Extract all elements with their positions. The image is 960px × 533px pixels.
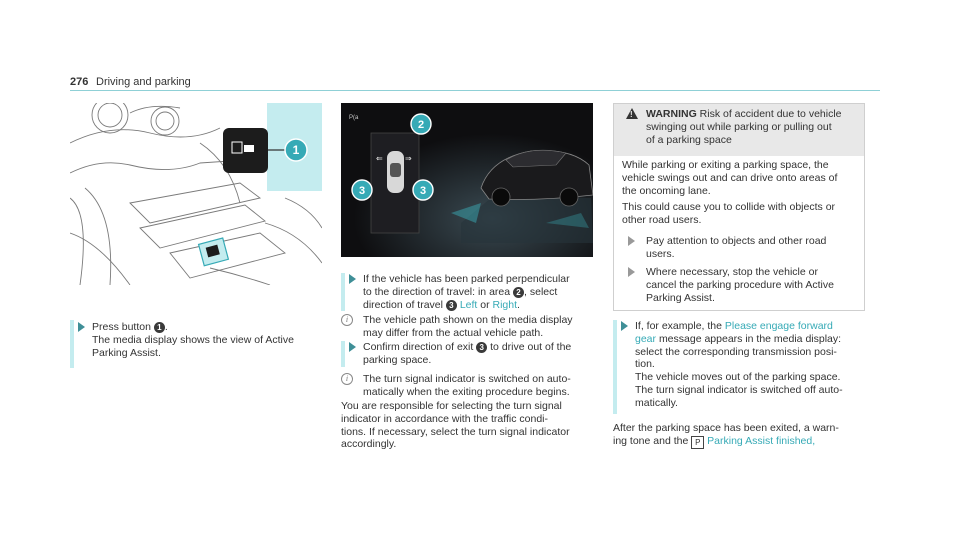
callout-number: 2 [417, 119, 425, 131]
step-text: The media display shows the view of Active [92, 333, 294, 346]
info-icon: i [341, 373, 353, 385]
step-confirm-direction [341, 341, 623, 367]
warning-body [622, 159, 858, 227]
ref-badge: 2 [513, 287, 524, 298]
body-text: indicator in accordance with the traffic condi- [341, 412, 548, 425]
parking-assist-finished-link[interactable]: Parking Assist finished, [707, 434, 816, 447]
warning-label: WARNING [646, 108, 697, 120]
left-link[interactable]: Left [459, 298, 478, 311]
step-text: parking space. [363, 353, 432, 366]
warning-text: Risk of accident due to vehicle [699, 108, 842, 120]
info-vehicle-path [341, 314, 623, 340]
section-title: Driving and parking [96, 76, 191, 88]
car-wheel-rear [560, 188, 578, 206]
bullet-arrow-icon [628, 236, 635, 246]
body-text: accordingly. [341, 438, 397, 451]
step-text: select the corresponding transmission posi- [635, 345, 837, 358]
callout-number: 3 [419, 185, 427, 197]
callout-number: 1 [292, 143, 300, 157]
body-text: After the parking space has been exited, a warn- [613, 422, 839, 434]
warning-text: other road users. [622, 214, 702, 227]
step-text: If the vehicle has been parked perpendicular [363, 273, 570, 285]
ref-badge: 3 [476, 342, 487, 353]
warning-bullet-2 [622, 266, 882, 304]
step-text: The turn signal indicator is switched off auto- [635, 383, 843, 396]
step-text: . [164, 321, 168, 333]
info-text: The turn signal indicator is switched on auto- [363, 373, 571, 385]
step-text: . [517, 298, 520, 311]
step-text: direction of travel [363, 298, 443, 311]
top-view-roof [390, 163, 401, 177]
page-number: 276 [70, 76, 89, 88]
warning-box [613, 103, 865, 311]
warning-text: This could cause you to collide with objects or [622, 201, 836, 214]
warning-text: Pay attention to objects and other road [646, 235, 827, 247]
right-link[interactable]: Right [492, 298, 518, 311]
warning-text: Where necessary, stop the vehicle or [646, 266, 818, 278]
warning-title [646, 108, 860, 146]
header-rule [70, 90, 880, 91]
step-text: message appears in the media display: [658, 332, 842, 345]
step-text: tion. [635, 358, 655, 371]
gear-link[interactable]: gear [635, 332, 657, 345]
media-display-render [341, 103, 593, 257]
warning-text: the oncoming lane. [622, 184, 711, 197]
body-text: ing tone and the [613, 434, 689, 447]
console-line-drawing [70, 103, 322, 285]
step-engage-gear [613, 320, 887, 410]
camera-symbol [244, 145, 254, 152]
info-text: The vehicle path shown on the media display [363, 314, 573, 326]
info-icon: i [341, 314, 353, 326]
info-text: matically when the exiting procedure begins. [363, 385, 570, 398]
right-arrow-glyph: ⇒ [405, 154, 412, 163]
media-display-photo [341, 103, 593, 257]
body-text: tions. If necessary, select the turn signal indicator [341, 425, 570, 438]
warning-exclamation-icon: ! [630, 110, 633, 119]
step-text: matically. [635, 396, 678, 409]
step-text: Press button [92, 321, 151, 333]
warning-text: While parking or exiting a parking space, the [622, 159, 829, 171]
step-arrow-icon [349, 342, 356, 352]
step-text: Confirm direction of exit [363, 341, 474, 353]
warning-text: vehicle swings out and can drive onto areas of [622, 171, 838, 184]
ref-badge: 1 [154, 322, 165, 333]
step-text: to drive out of the [490, 341, 572, 353]
info-text: may differ from the actual vehicle path. [363, 326, 544, 339]
info-turn-signal [341, 373, 623, 399]
please-engage-forward-link[interactable]: Please engage forward [724, 320, 833, 332]
warning-bullet-1 [622, 235, 882, 261]
center-console-illustration [70, 103, 322, 285]
bullet-arrow-icon [628, 267, 635, 277]
after-exit-paragraph [613, 422, 873, 449]
left-arrow-glyph: ⇐ [376, 154, 383, 163]
step-text: to the direction of travel: in area [363, 285, 511, 298]
callout-number: 3 [358, 185, 366, 197]
screen-label: P(a [349, 115, 359, 121]
step-text: The vehicle moves out of the parking space. [635, 371, 841, 384]
parking-assist-icon: P [691, 436, 704, 449]
warning-text: of a parking space [646, 133, 732, 146]
step-text: or [480, 298, 490, 311]
body-text: You are responsible for selecting the turn signal [341, 400, 562, 412]
warning-text: Parking Assist. [646, 291, 715, 304]
step-arrow-icon [78, 322, 85, 332]
warning-text: swinging out while parking or pulling out [646, 120, 832, 133]
step-press-button [70, 321, 342, 359]
ref-badge: 3 [446, 300, 457, 311]
step-arrow-icon [621, 321, 628, 331]
step-select-direction [341, 273, 623, 311]
step-text: , select [524, 285, 558, 298]
step-arrow-icon [349, 274, 356, 284]
warning-text: users. [646, 247, 675, 260]
car-wheel-front [492, 188, 510, 206]
responsibility-paragraph [341, 400, 603, 451]
warning-text: cancel the parking procedure with Active [646, 278, 834, 291]
warning-header [614, 104, 864, 156]
step-text: If, for example, the [635, 320, 722, 332]
step-text: Parking Assist. [92, 346, 161, 359]
